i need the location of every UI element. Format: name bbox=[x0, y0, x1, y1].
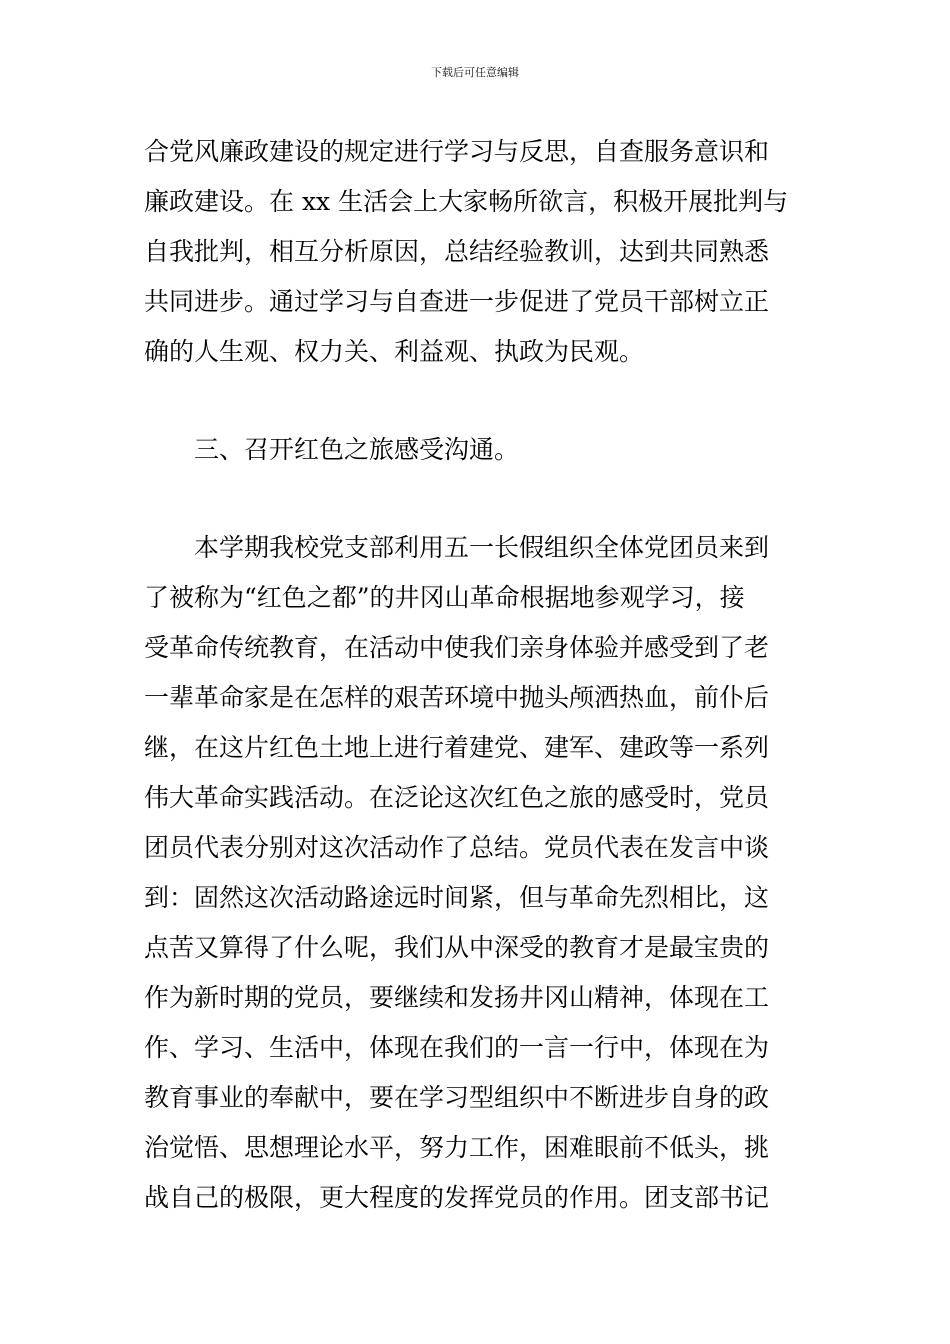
section-heading bbox=[144, 425, 810, 475]
text-line: 教育事业的奉献中，要在学习型组织中不断进步自身的政 bbox=[144, 1083, 770, 1112]
text-line: 廉政建设。在 xx 生活会上大家畅所欲言，积极开展批判与 bbox=[144, 187, 789, 216]
text-line: 受革命传统教育，在活动中使我们亲身体验并感受到了老 bbox=[144, 633, 770, 662]
text-line: 确的人生观、权力关、利益观、执政为民观。 bbox=[144, 337, 645, 366]
text-line: 作为新时期的党员，要继续和发扬井冈山精神，体现在工 bbox=[144, 983, 770, 1012]
text-line: 了被称为“红色之都”的井冈山革命根据地参观学习，接 bbox=[144, 583, 745, 612]
page-header-note: 下载后可任意编辑 bbox=[431, 66, 519, 79]
text-line: 到：固然这次活动路途远时间紧，但与革命先烈相比，这 bbox=[144, 883, 770, 912]
text-line: 治觉悟、思想理论水平，努力工作，困难眼前不低头，挑 bbox=[144, 1133, 770, 1162]
text-line: 团员代表分别对这次活动作了总结。党员代表在发言中谈 bbox=[144, 833, 770, 862]
text-line: 自我批判，相互分析原因，总结经验教训，达到共同熟悉 bbox=[144, 237, 770, 266]
text-line: 本学期我校党支部利用五一长假组织全体党团员来到 bbox=[194, 533, 770, 562]
paragraph-1 bbox=[144, 127, 810, 377]
text-line: 合党风廉政建设的规定进行学习与反思，自查服务意识和 bbox=[144, 137, 770, 166]
text-line: 战自己的极限，更大程度的发挥党员的作用。团支部书记 bbox=[144, 1183, 770, 1212]
text-line: 点苦又算得了什么呢，我们从中深受的教育才是最宝贵的 bbox=[144, 933, 770, 962]
paragraph-2 bbox=[144, 523, 810, 1223]
text-line: 作、学习、生活中，体现在我们的一言一行中，体现在为 bbox=[144, 1033, 770, 1062]
text-line: 伟大革命实践活动。在泛论这次红色之旅的感受时，党员 bbox=[144, 783, 770, 812]
text-line: 一辈革命家是在怎样的艰苦环境中抛头颅洒热血，前仆后 bbox=[144, 683, 770, 712]
text-line: 共同进步。通过学习与自查进一步促进了党员干部树立正 bbox=[144, 287, 770, 316]
section-heading-text: 三、召开红色之旅感受沟通。 bbox=[194, 435, 520, 464]
text-line: 继，在这片红色土地上进行着建党、建军、建政等一系列 bbox=[144, 733, 770, 762]
